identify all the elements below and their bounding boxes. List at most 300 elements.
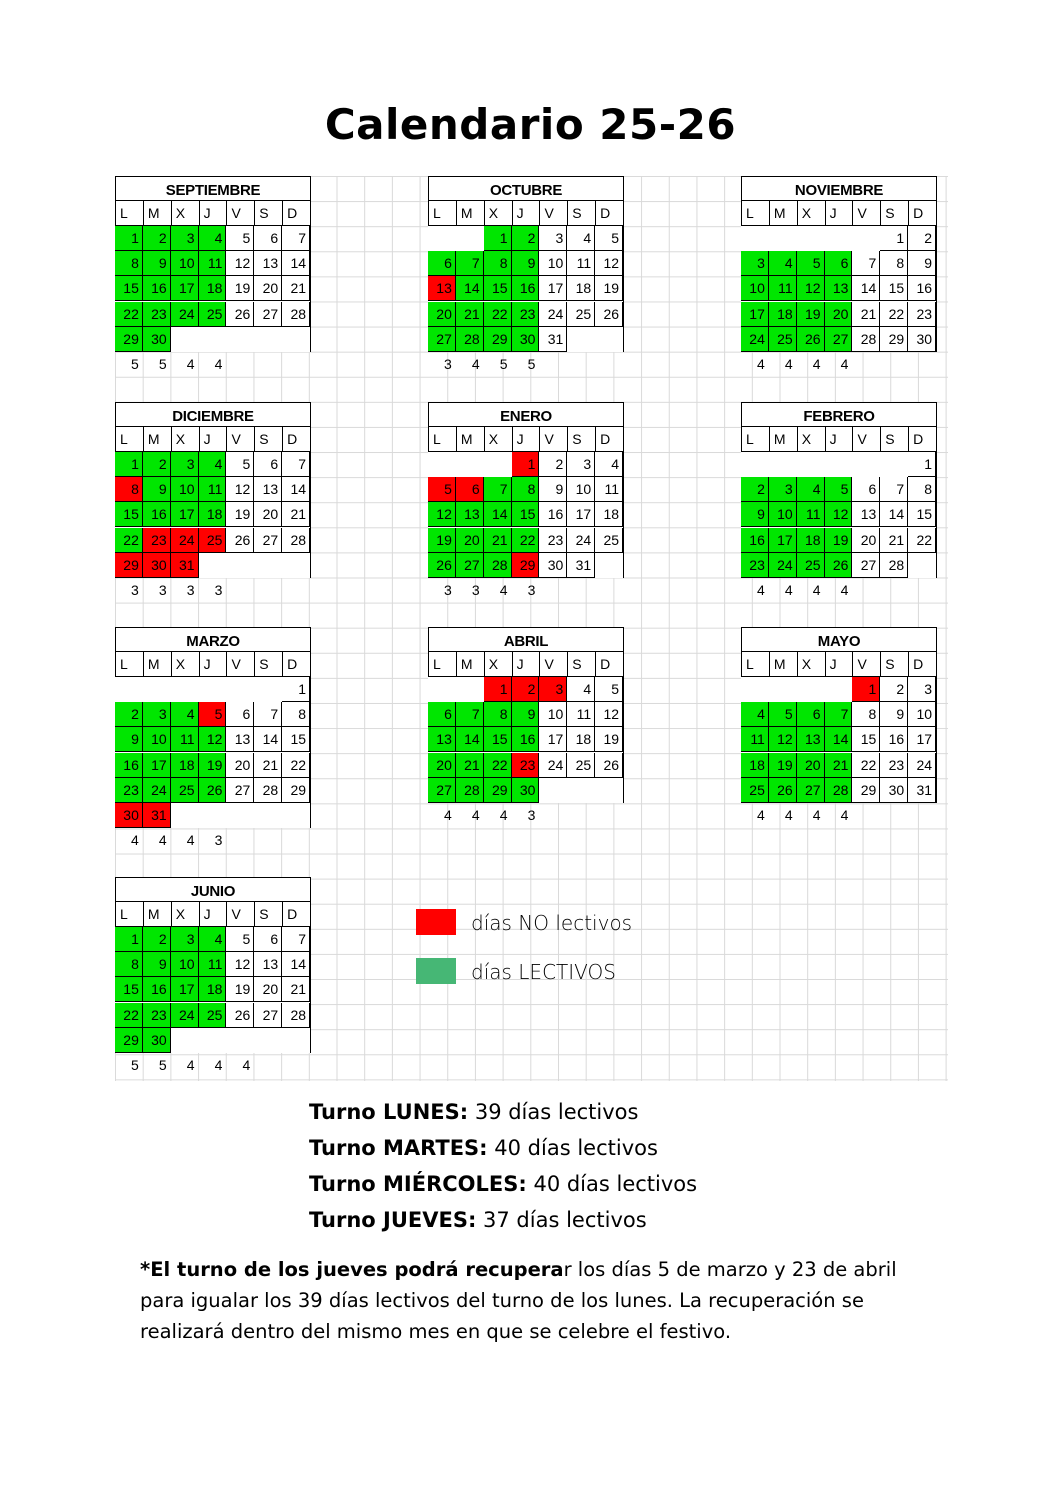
day-cell: 1 [908, 452, 936, 477]
day-cell: 26 [199, 778, 227, 803]
day-cell: 4 [741, 702, 769, 727]
day-cell: 30 [143, 1028, 171, 1053]
weekday-header: L [428, 201, 456, 226]
weekday-header: X [797, 427, 825, 452]
weekday-header: D [282, 902, 310, 927]
weekday-header: V [539, 652, 567, 677]
weekday-count: 5 [158, 1056, 167, 1073]
day-cell: 30 [143, 553, 171, 578]
turno-miercoles-value: 40 días lectivos [533, 1172, 698, 1196]
day-cell: 1 [512, 452, 540, 477]
day-cell: 12 [428, 502, 456, 527]
day-cell: 26 [226, 528, 254, 553]
day-cell: 13 [254, 952, 282, 977]
weekday-count: 5 [131, 1056, 139, 1073]
weekday-header: X [171, 427, 199, 452]
day-cell: 10 [171, 477, 199, 502]
day-cell: 8 [512, 477, 540, 502]
day-cell: 2 [908, 226, 936, 251]
day-cell: 3 [539, 226, 567, 251]
day-cell: 29 [115, 327, 143, 352]
day-cell: 18 [199, 502, 227, 527]
day-cell: 1 [484, 677, 512, 702]
weekday-count: 4 [812, 806, 821, 823]
day-cell: 29 [484, 327, 512, 352]
day-cell: 18 [797, 528, 825, 553]
weekday-header: J [199, 201, 227, 226]
month-enero [428, 402, 624, 578]
day-cell: 3 [567, 452, 595, 477]
day-cell: 20 [825, 302, 853, 327]
day-cell: 10 [769, 502, 797, 527]
turno-martes-label: Turno MARTES: [309, 1136, 488, 1160]
weekday-count: 4 [242, 1056, 251, 1073]
day-cell: 7 [825, 702, 853, 727]
day-cell: 21 [254, 753, 282, 778]
day-cell: 31 [908, 778, 936, 803]
day-cell: 9 [512, 251, 540, 276]
weekday-header: M [456, 652, 484, 677]
weekday-count: 4 [214, 355, 223, 372]
day-cell: 18 [199, 977, 227, 1002]
day-cell: 5 [226, 226, 254, 251]
weekday-header: X [484, 652, 512, 677]
day-cell: 21 [852, 302, 880, 327]
day-cell: 20 [226, 753, 254, 778]
day-cell: 22 [115, 302, 143, 327]
day-cell: 21 [456, 753, 484, 778]
weekday-count: 5 [527, 355, 536, 372]
day-cell: 14 [254, 727, 282, 752]
day-cell: 18 [741, 753, 769, 778]
day-cell: 13 [254, 251, 282, 276]
turno-miercoles-label: Turno MIÉRCOLES: [309, 1172, 527, 1196]
day-cell: 30 [115, 803, 143, 828]
day-cell: 18 [595, 502, 623, 527]
day-cell: 7 [254, 702, 282, 727]
weekday-header: L [115, 427, 143, 452]
day-cell: 14 [456, 727, 484, 752]
day-cell: 31 [143, 803, 171, 828]
day-cell: 25 [171, 778, 199, 803]
day-cell: 10 [171, 251, 199, 276]
day-cell: 30 [880, 778, 908, 803]
day-cell: 13 [226, 727, 254, 752]
footnote-bold: *El turno de los jueves podrá recupera [140, 1258, 564, 1281]
day-cell: 8 [115, 952, 143, 977]
day-cell: 20 [852, 528, 880, 553]
month-marzo [115, 627, 311, 828]
day-cell: 22 [484, 753, 512, 778]
weekday-header: D [282, 427, 310, 452]
day-cell: 6 [254, 927, 282, 952]
day-cell: 28 [852, 327, 880, 352]
day-cell: 19 [199, 753, 227, 778]
day-cell: 22 [282, 753, 310, 778]
weekday-header: X [171, 652, 199, 677]
day-cell: 9 [908, 251, 936, 276]
day-cell: 7 [282, 452, 310, 477]
day-cell: 24 [741, 327, 769, 352]
day-cell: 20 [797, 753, 825, 778]
day-cell: 7 [456, 251, 484, 276]
day-cell: 23 [512, 302, 540, 327]
day-cell: 28 [282, 1003, 310, 1028]
weekday-header: J [199, 427, 227, 452]
day-cell: 26 [595, 302, 623, 327]
turno-jueves-label: Turno JUEVES: [309, 1208, 477, 1232]
day-cell: 24 [539, 753, 567, 778]
day-cell: 29 [115, 553, 143, 578]
day-cell: 21 [456, 302, 484, 327]
footnote [140, 1254, 900, 1347]
day-cell: 10 [908, 702, 936, 727]
weekday-header: M [143, 427, 171, 452]
weekday-header: S [254, 902, 282, 927]
day-cell: 26 [226, 1003, 254, 1028]
day-cell: 7 [282, 226, 310, 251]
day-cell: 31 [539, 327, 567, 352]
day-cell: 14 [852, 276, 880, 301]
day-cell: 26 [797, 327, 825, 352]
day-cell: 16 [115, 753, 143, 778]
month-octubre [428, 176, 624, 352]
weekday-count: 3 [186, 581, 195, 598]
day-cell: 23 [143, 528, 171, 553]
day-cell: 6 [456, 477, 484, 502]
day-cell: 27 [456, 553, 484, 578]
day-cell: 12 [199, 727, 227, 752]
day-cell: 13 [428, 276, 456, 301]
day-cell: 4 [199, 226, 227, 251]
weekday-count: 3 [444, 581, 452, 598]
day-cell: 17 [567, 502, 595, 527]
day-cell: 6 [428, 251, 456, 276]
day-cell: 10 [171, 952, 199, 977]
weekday-header: X [484, 427, 512, 452]
day-cell: 21 [282, 276, 310, 301]
weekday-header: V [539, 201, 567, 226]
day-cell: 30 [512, 778, 540, 803]
footnote-text: r los días 5 de marzo y 23 de abril para igualar los 39 días lectivos del turno de los lunes. La recuperación se realizará dentro del mismo mes en que se celebre el festivo. [140, 1258, 897, 1343]
day-cell: 4 [199, 927, 227, 952]
weekday-header: J [825, 201, 853, 226]
weekday-count: 4 [840, 806, 849, 823]
day-cell: 2 [741, 477, 769, 502]
weekday-header: J [825, 652, 853, 677]
weekday-header: J [512, 201, 540, 226]
day-cell: 14 [456, 276, 484, 301]
weekday-count: 4 [499, 806, 508, 823]
day-cell: 25 [199, 528, 227, 553]
turno-lunes-value: 39 días lectivos [474, 1100, 639, 1124]
day-cell: 15 [115, 977, 143, 1002]
day-cell: 29 [880, 327, 908, 352]
day-cell: 27 [428, 327, 456, 352]
day-cell: 28 [880, 553, 908, 578]
weekday-count: 4 [757, 355, 765, 372]
day-cell: 22 [852, 753, 880, 778]
day-cell: 2 [115, 702, 143, 727]
day-cell: 13 [797, 727, 825, 752]
day-cell: 11 [199, 251, 227, 276]
day-cell: 23 [512, 753, 540, 778]
turno-martes-value: 40 días lectivos [494, 1136, 658, 1160]
day-cell: 6 [852, 477, 880, 502]
legend-label-no-lectivo: días NO lectivos [471, 911, 633, 935]
turno-lunes-label: Turno LUNES: [309, 1100, 469, 1124]
day-cell: 22 [908, 528, 936, 553]
day-cell: 25 [567, 302, 595, 327]
weekday-header: L [428, 427, 456, 452]
day-cell: 23 [115, 778, 143, 803]
day-cell: 21 [825, 753, 853, 778]
day-cell: 24 [769, 553, 797, 578]
day-cell: 25 [199, 1003, 227, 1028]
day-cell: 1 [852, 677, 880, 702]
weekday-header: M [456, 201, 484, 226]
weekday-header: S [880, 201, 908, 226]
day-cell: 26 [428, 553, 456, 578]
day-cell: 8 [115, 477, 143, 502]
day-cell: 2 [143, 452, 171, 477]
day-cell: 24 [539, 302, 567, 327]
turno-jueves [309, 1208, 647, 1232]
day-cell: 2 [539, 452, 567, 477]
turno-jueves-value: 37 días lectivos [483, 1208, 647, 1232]
day-cell: 17 [143, 753, 171, 778]
day-cell: 22 [880, 302, 908, 327]
weekday-count: 4 [840, 355, 849, 372]
day-cell: 16 [143, 977, 171, 1002]
weekday-count: 3 [214, 581, 223, 598]
day-cell: 24 [171, 302, 199, 327]
day-cell: 20 [428, 302, 456, 327]
weekday-count: 4 [186, 831, 195, 848]
month-name: NOVIEMBRE [741, 176, 936, 201]
day-cell: 18 [769, 302, 797, 327]
weekday-header: J [512, 652, 540, 677]
weekday-header: S [567, 652, 595, 677]
day-cell: 26 [769, 778, 797, 803]
weekday-header: D [908, 201, 936, 226]
weekday-header: M [769, 427, 797, 452]
day-cell: 17 [171, 977, 199, 1002]
day-cell: 16 [143, 502, 171, 527]
day-cell: 1 [880, 226, 908, 251]
weekday-count: 4 [784, 355, 793, 372]
weekday-header: L [741, 201, 769, 226]
weekday-header: X [797, 652, 825, 677]
day-cell: 12 [797, 276, 825, 301]
day-cell: 15 [852, 727, 880, 752]
day-cell: 11 [199, 477, 227, 502]
day-cell: 11 [567, 251, 595, 276]
month-junio [115, 877, 311, 1053]
month-name: JUNIO [115, 877, 310, 902]
day-cell: 30 [539, 553, 567, 578]
day-cell: 21 [282, 977, 310, 1002]
day-cell: 17 [539, 276, 567, 301]
day-cell: 16 [539, 502, 567, 527]
month-name: OCTUBRE [428, 176, 623, 201]
day-cell: 26 [226, 302, 254, 327]
day-cell: 30 [143, 327, 171, 352]
weekday-count: 4 [444, 806, 452, 823]
weekday-count: 5 [158, 355, 167, 372]
weekday-header: S [567, 427, 595, 452]
day-cell: 7 [852, 251, 880, 276]
day-cell: 7 [456, 702, 484, 727]
day-cell: 5 [595, 226, 623, 251]
day-cell: 10 [539, 702, 567, 727]
day-cell: 1 [484, 226, 512, 251]
legend-swatch-lectivo [416, 958, 456, 984]
weekday-header: D [595, 652, 623, 677]
day-cell: 11 [741, 727, 769, 752]
weekday-count: 3 [131, 581, 139, 598]
weekday-header: V [852, 652, 880, 677]
day-cell: 3 [171, 226, 199, 251]
day-cell: 23 [143, 1003, 171, 1028]
weekday-header: D [282, 652, 310, 677]
weekday-count: 4 [757, 581, 765, 598]
weekday-header: J [825, 427, 853, 452]
day-cell: 25 [595, 528, 623, 553]
weekday-header: S [880, 427, 908, 452]
day-cell: 18 [567, 727, 595, 752]
weekday-header: X [484, 201, 512, 226]
day-cell: 9 [143, 251, 171, 276]
month-septiembre [115, 176, 311, 352]
day-cell: 13 [254, 477, 282, 502]
day-cell: 25 [741, 778, 769, 803]
day-cell: 2 [143, 226, 171, 251]
day-cell: 18 [171, 753, 199, 778]
day-cell: 11 [171, 727, 199, 752]
day-cell: 26 [825, 553, 853, 578]
day-cell: 1 [115, 452, 143, 477]
day-cell: 16 [880, 727, 908, 752]
weekday-count: 5 [131, 355, 139, 372]
day-cell: 22 [115, 1003, 143, 1028]
day-cell: 24 [567, 528, 595, 553]
day-cell: 10 [143, 727, 171, 752]
weekday-count: 3 [214, 831, 223, 848]
day-cell: 10 [741, 276, 769, 301]
day-cell: 22 [512, 528, 540, 553]
day-cell: 15 [115, 276, 143, 301]
day-cell: 28 [456, 327, 484, 352]
day-cell: 5 [595, 677, 623, 702]
day-cell: 8 [282, 702, 310, 727]
weekday-count: 3 [471, 581, 480, 598]
day-cell: 6 [797, 702, 825, 727]
day-cell: 26 [595, 753, 623, 778]
weekday-count: 4 [214, 1056, 223, 1073]
day-cell: 17 [741, 302, 769, 327]
day-cell: 5 [825, 477, 853, 502]
weekday-count: 4 [784, 581, 793, 598]
day-cell: 1 [282, 677, 310, 702]
day-cell: 5 [199, 702, 227, 727]
day-cell: 23 [741, 553, 769, 578]
weekday-header: V [539, 427, 567, 452]
day-cell: 12 [595, 702, 623, 727]
day-cell: 16 [908, 276, 936, 301]
weekday-header: S [880, 652, 908, 677]
day-cell: 17 [171, 502, 199, 527]
day-cell: 21 [880, 528, 908, 553]
day-cell: 4 [567, 677, 595, 702]
day-cell: 2 [880, 677, 908, 702]
day-cell: 27 [825, 327, 853, 352]
weekday-header: M [769, 652, 797, 677]
weekday-header: S [254, 201, 282, 226]
day-cell: 6 [226, 702, 254, 727]
day-cell: 8 [852, 702, 880, 727]
day-cell: 27 [226, 778, 254, 803]
day-cell: 4 [171, 702, 199, 727]
day-cell: 10 [567, 477, 595, 502]
day-cell: 24 [171, 528, 199, 553]
day-cell: 8 [880, 251, 908, 276]
day-cell: 6 [254, 452, 282, 477]
day-cell: 9 [143, 952, 171, 977]
weekday-header: L [741, 652, 769, 677]
day-cell: 29 [115, 1028, 143, 1053]
weekday-count: 3 [158, 581, 167, 598]
day-cell: 13 [456, 502, 484, 527]
day-cell: 18 [199, 276, 227, 301]
day-cell: 27 [852, 553, 880, 578]
day-cell: 19 [797, 302, 825, 327]
day-cell: 4 [595, 452, 623, 477]
day-cell: 16 [741, 528, 769, 553]
day-cell: 15 [282, 727, 310, 752]
day-cell: 19 [769, 753, 797, 778]
day-cell: 24 [908, 753, 936, 778]
day-cell: 28 [282, 302, 310, 327]
day-cell: 25 [199, 302, 227, 327]
day-cell: 5 [797, 251, 825, 276]
month-name: MAYO [741, 627, 936, 652]
day-cell: 8 [115, 251, 143, 276]
weekday-header: V [852, 201, 880, 226]
day-cell: 13 [852, 502, 880, 527]
day-cell: 28 [484, 553, 512, 578]
weekday-header: L [428, 652, 456, 677]
day-cell: 15 [484, 276, 512, 301]
weekday-count: 4 [784, 806, 793, 823]
day-cell: 14 [825, 727, 853, 752]
day-cell: 28 [456, 778, 484, 803]
day-cell: 31 [171, 553, 199, 578]
day-cell: 2 [512, 677, 540, 702]
day-cell: 30 [908, 327, 936, 352]
day-cell: 15 [908, 502, 936, 527]
day-cell: 19 [226, 977, 254, 1002]
day-cell: 25 [567, 753, 595, 778]
day-cell: 27 [428, 778, 456, 803]
day-cell: 23 [908, 302, 936, 327]
day-cell: 20 [456, 528, 484, 553]
weekday-count: 4 [471, 806, 480, 823]
day-cell: 17 [908, 727, 936, 752]
day-cell: 28 [254, 778, 282, 803]
month-mayo [741, 627, 937, 803]
day-cell: 21 [484, 528, 512, 553]
